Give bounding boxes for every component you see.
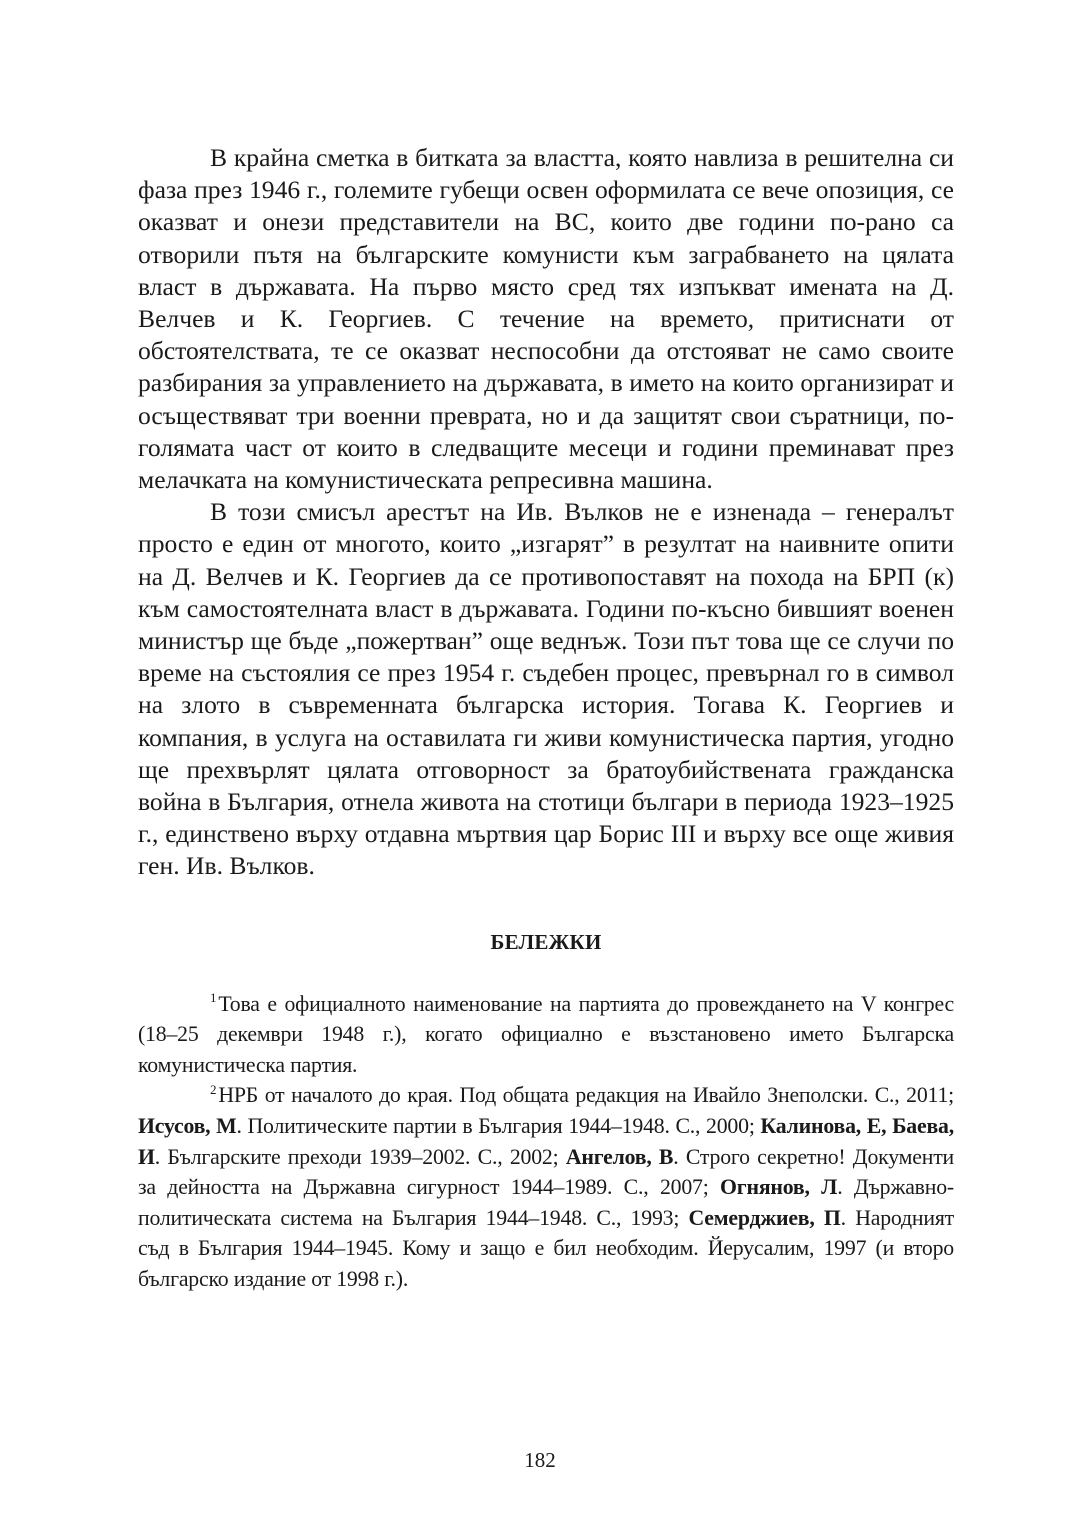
endnote-text: . Народният съд в България 1944–1945. Кому и защо е бил необходим. Йерусалим, 1997 (и второ българско издание от 1998 г.). (138, 1205, 954, 1292)
main-text (138, 142, 954, 883)
endnote-text: Това е официалното наименование на партията до провеждането на V конгрес (18–25 декември 1948 г.), когато официално е възстановено името Българска комунистическа партия. (138, 991, 954, 1077)
notes-heading: БЕЛЕЖКИ (490, 929, 602, 954)
endnote-number: 1 (210, 990, 217, 1006)
author-name: Ангелов, В (565, 1144, 674, 1169)
paragraph: В този смисъл арестът на Ив. Вълков не е изненада – генералът просто е един от многото, които „изгарят” в резултат на наивните опити на Д. Велчев и К. Георгиев да се противопоставят на похода на БРП (к) към самостоятелната власт в държавата. Години по-късно бившият военен министър ще бъде „пожертван” още веднъж. Този път това ще се случи по време на състоялия се през 1954 г. съдебен процес, превърнал го в символ на злото в съвременната българска история. Тогава К. Георгиев и компания, в услуга на оставилата ги живи комунистическа партия, угодно ще прехвърлят цялата отговорност за братоубийствената гражданска война в България, отнела живота на стотици българи в периода 1923–1925 г., единствено върху отдавна мъртвия цар Борис III и върху все още живия ген. Ив. Вълков. (138, 497, 954, 881)
endnote-text: НРБ от началото до края. Под общата редакция на Ивайло Знеполски. С., 2011; (218, 1083, 954, 1108)
endnote-text: . Държавно-политическата система на България 1944–1948. С., 1993; (138, 1175, 954, 1230)
endnote-text: . Политическите партии в България 1944–1948. С., 2000; (236, 1114, 761, 1139)
author-name: Семерджиев, П (688, 1205, 841, 1230)
author-name: Исусов, М (138, 1114, 237, 1139)
endnote-text: . Българските преходи 1939–2002. С., 2002; (154, 1144, 566, 1169)
author-name: Калинова, Е, Баева, И (138, 1114, 954, 1169)
endnote-number: 2 (210, 1082, 217, 1098)
endnotes (138, 989, 954, 1295)
endnote-text: . Строго секретно! Документи за дейността на Държавна сигурност 1944–1989. С., 2007; (138, 1144, 954, 1200)
paragraph: В крайна сметка в битката за властта, която навлиза в решителна си фаза през 1946 г., големите губещи освен оформилата се вече опозиция, се оказват и онези представители на ВС, които две години по-рано са отворили пътя на българските комунисти към заграбването на цялата власт в държавата. На първо място сред тях изпъкват имената на Д. Велчев и К. Георгиев. С течение на времето, притиснати от обстоятелствата, те се оказват неспособни да отстояват не само своите разбирания за управлението на държавата, в името на които организират и осъществяват три военни преврата, но и да защитят свои съратници, по-голямата част от които в следващите месеци и години преминават през мелачката на комунистическата репресивна машина. (138, 143, 954, 495)
endnote-2 (138, 1080, 954, 1294)
endnote-1 (138, 989, 954, 1081)
author-name: Огнянов, Л (720, 1175, 838, 1200)
page-number: 182 (524, 1448, 556, 1472)
document-page (138, 142, 954, 1295)
